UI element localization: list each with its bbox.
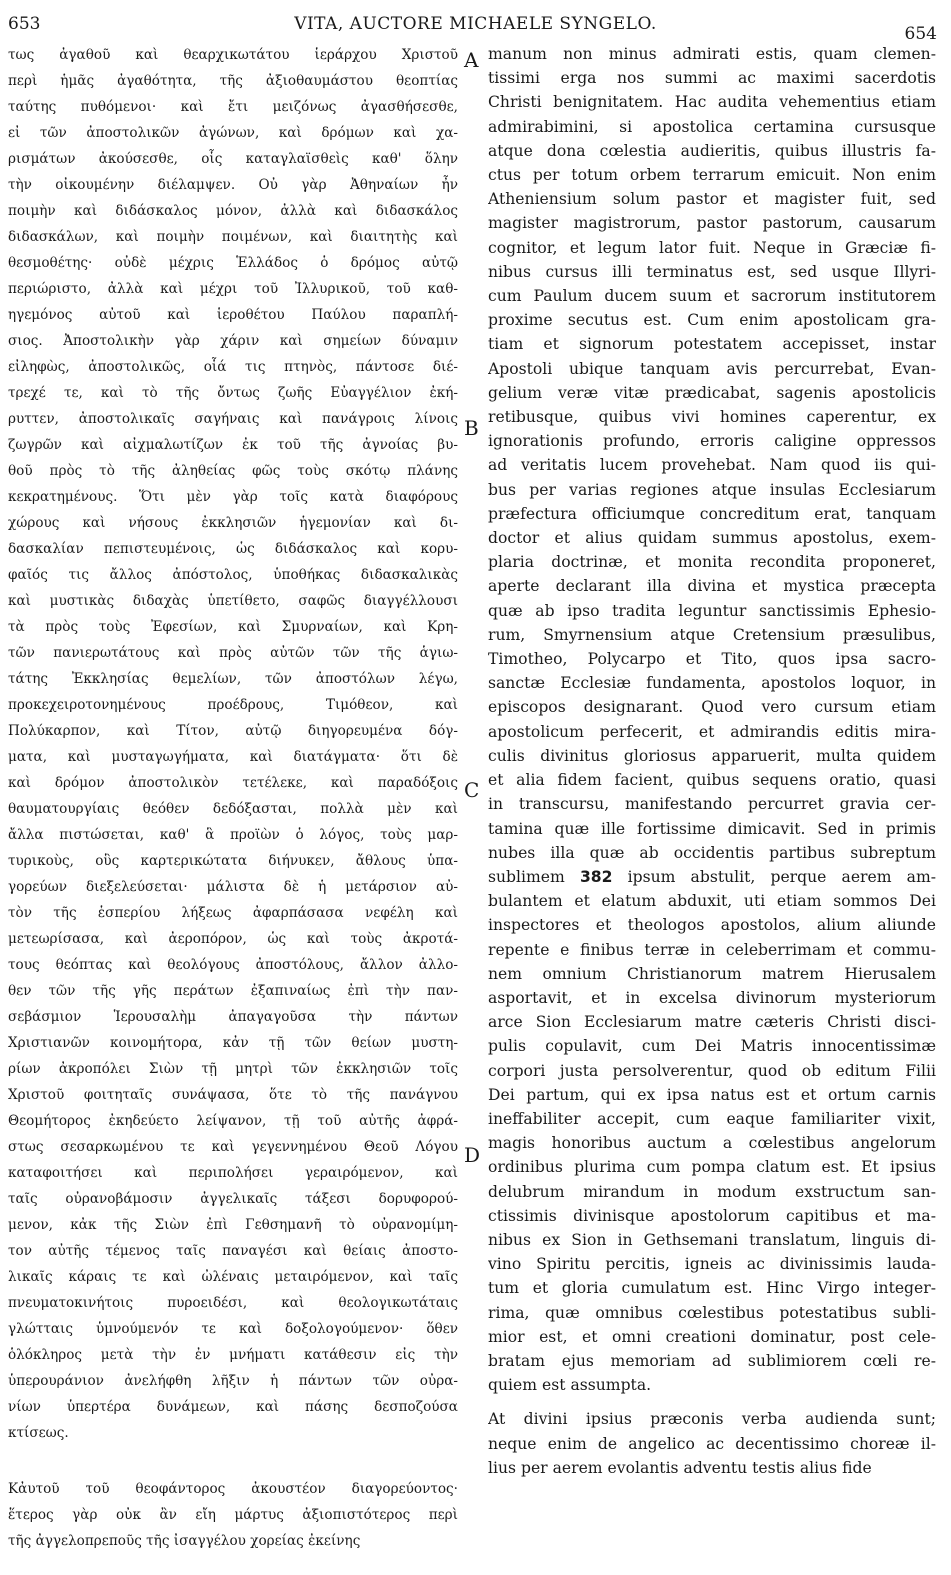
text-line: gelium veræ vitæ prædicabat, sagenis apostolicis (488, 383, 936, 402)
text-line: ρίων ἀκροπόλει Σιὼν τῇ μητρὶ τῶν ἐκκλησιῶν τοῖς (8, 1061, 458, 1077)
text-line: ordinibus plurima cum pompa clatum est. Et ipsius (488, 1158, 936, 1177)
text-line: θαυματουργίαις θεόθεν δεδόξασται, πολλὰ μὲν καὶ (8, 801, 458, 817)
section-marker-a: A (464, 48, 479, 72)
text-line: tamina quæ ille fortissime dimicavit. Sed in primis (488, 819, 936, 838)
right-page-number: 654 (904, 24, 937, 44)
text-line: pulis copulavit, cum Dei Matris innocentissimæ (488, 1037, 936, 1056)
text-line: culis divinitus gloriosus apparuerit, multa quidem (488, 746, 936, 765)
paragraph-gap (8, 1446, 458, 1476)
paragraph (8, 42, 458, 1446)
text-line: manum non minus admirati estis, quam clemen- (488, 45, 936, 63)
section-marker-c: C (464, 778, 480, 802)
text-line: προκεχειροτονημένους προέδρους, Τιμόθεον, καὶ (8, 697, 458, 713)
text-line: ἕτερος γὰρ οὐκ ἂν εἴη μάρτυς ἀξιοπιστότερος περὶ (8, 1507, 458, 1523)
text-line: δασκαλίαν πεπιστευμένοις, ὡς διδάσκαλος καὶ κορυ- (8, 541, 458, 557)
text-line: delubrum mirandum in modum exstructum san- (488, 1182, 936, 1201)
text-line: Christi benignitatem. Hac audita vehementius etiam (488, 93, 936, 112)
text-line: Apostoli ubique tanquam avis percurrebat, Evan- (488, 359, 936, 378)
text-line: εἰ τῶν ἀποστολικῶν ἀγώνων, καὶ δρόμων καὶ χα- (8, 125, 458, 141)
text-line: Dei partum, qui ex ipsa natus est et ortum carnis (488, 1085, 936, 1104)
text-line: apostolicum perfecerit, et admirandis editis mira- (488, 722, 936, 741)
left-page-number: 653 (8, 14, 41, 34)
text-line: τὴν οἰκουμένην διέλαμψεν. Οὐ γὰρ Ἀθηναίων ἦν (8, 177, 458, 193)
text-line: neque enim de angelico ac decentissimo choreæ il- (488, 1434, 936, 1453)
text-line: magis honoribus auctum a cœlestibus angelorum (488, 1134, 936, 1153)
text-line: nem omnium Christianorum matrem Hierusalem (488, 964, 936, 983)
text-line: aperte declarant illa divina et mystica præcepta (488, 577, 936, 596)
text-line: τον αὐτῆς τέμενος ταῖς παναγέσι καὶ θείαις ἀποστο- (8, 1243, 458, 1259)
text-line: σεβάσμιον Ἱερουσαλὴμ ἀπαγαγοῦσα τὴν πάντων (8, 1009, 458, 1025)
text-line: νίων ὑπερτέρα δυνάμεων, καὶ πάσης δεσποζούσα (8, 1399, 458, 1415)
text-line: bratam ejus memoriam ad sublimiorem cœli re- (488, 1351, 936, 1370)
text-line: rima, quæ omnibus cœlestibus potestatibus subli- (488, 1303, 936, 1322)
text-line: ποιμὴν καὶ διδάσκαλος μόνον, ἀλλὰ καὶ διδασκάλος (8, 203, 458, 219)
text-line: plaria doctrinæ, et monita recondita proponeret, (488, 553, 936, 572)
text-line: ρυττεν, ἀποστολικαῖς σαγήναις καὶ πανάγροις λίνοις (8, 411, 458, 427)
text-line: quæ ab ipso tradita leguntur sanctissimis Ephesio- (488, 601, 936, 620)
text-line: ad veritatis lucem provehebat. Nam quod iis qui- (488, 456, 936, 475)
text-line: ματα, καὶ μυσταγωγήματα, καὶ διατάγματα· ὅτι δὲ (8, 749, 458, 765)
text-line: θεν τῶν τῆς γῆς περάτων ἐξαπιναίως ἐπὶ τὴν παν- (8, 983, 458, 999)
text-line: atque dona cœlestia audieritis, quibus illustris fa- (488, 141, 936, 160)
text-line: κεκρατημένους. Ὅτι μὲν γὰρ τοῖς κατὰ διαφόρους (8, 489, 458, 505)
text-line: ineffabiliter accepit, cum eaque familiariter vixit, (488, 1109, 936, 1128)
text-line: sublimem 382 ipsum abstulit, perque aerem am- (488, 867, 936, 886)
text-line: cognitor, et legum lator fuit. Neque in Græciæ fi- (488, 238, 936, 257)
text-line: τρεχέ τε, καὶ τὸ τῆς ὄντως ζωῆς Εὐαγγέλιον ἐκή- (8, 385, 458, 401)
text-line: μενον, κἀκ τῆς Σιὼν ἐπὶ Γεθσημανῆ τὸ οὐρανομίμη- (8, 1217, 458, 1233)
text-line: ταῖς οὐρανοβάμοσιν ἀγγελικαῖς τάξεσι δορυφορού- (8, 1191, 458, 1207)
text-line: episcopos designarant. Quod vero cursum etiam (488, 698, 936, 717)
text-line: πνευματοκινήτοις πυροειδέσι, καὶ θεολογικωτάταις (8, 1295, 458, 1311)
latin-column (488, 42, 936, 1480)
text-line: τῆς ἀγγελοπρεποῦς τῆς ἰσαγγέλου χορείας ἐκείνης (8, 1533, 361, 1549)
text-line: Χριστοῦ φοιτηταῖς συνάψασα, ὅτε τὸ τῆς πανάγνου (8, 1087, 458, 1103)
text-line: στως σεσαρκωμένου τε καὶ γεγεννημένου Θεοῦ Λόγου (8, 1139, 458, 1155)
text-line: μετεωρίσασα, καὶ ἀεροπόρον, ὡς καὶ τοὺς ἀκροτά- (8, 931, 458, 947)
text-line: χώρους καὶ νήσους ἐκκλησιῶν ἡγεμονίαν καὶ δι- (8, 515, 458, 531)
text-line: ταύτης πυθόμενοι· καὶ ἔτι μειζόνως ἀγασθήσεσθε, (8, 99, 458, 115)
text-line: tissimi erga nos summi ac maximi sacerdotis (488, 69, 936, 88)
text-line: nibus ex Sion in Gethsemani translatum, linguis di- (488, 1230, 936, 1249)
paragraph (488, 42, 936, 1397)
text-line: lius per aerem evolantis adventu testis alius fide (488, 1458, 872, 1477)
text-line: vino Spiritu percitis, igneis ac divinissimis lauda- (488, 1255, 936, 1274)
text-line: proxime secutus est. Cum enim apostolicam gra- (488, 311, 936, 330)
text-line: κτίσεως. (8, 1425, 69, 1441)
text-line: σιος. Ἀποστολικὴν γὰρ χάριν καὶ σημείων δύναμιν (8, 333, 458, 349)
text-line: φαῖός τις ἄλλος ἀπόστολος, ὑποθήκας διδασκαλικὰς (8, 567, 458, 583)
text-line: ἄλλα πιστώσεται, καθ' ἃ προϊὼν ὁ λόγος, τοὺς μαρ- (8, 827, 458, 843)
text-line: mior est, et omni creationi dominatur, post cele- (488, 1327, 936, 1346)
text-line: ρισμάτων ἀκούσεσθε, οἷς καταγλαϊσθεὶς καθ' ὅλην (8, 151, 458, 167)
text-line: Χριστιανῶν κοινομήτορα, κἀν τῇ τῶν θείων μυστη- (8, 1035, 458, 1051)
text-line: arce Sion Ecclesiarum matre cæteris Christi disci- (488, 1013, 936, 1032)
text-line: quiem est assumpta. (488, 1376, 652, 1395)
text-line: γορεύων διεξελεύσεται· μάλιστα δὲ ἡ μετάρσιον αὐ- (8, 879, 458, 895)
page-header (0, 10, 951, 44)
text-line: Θεομήτορος ἐκηδεύετο λείψανον, τῇ τοῦ αὐτῆς ἀφρά- (8, 1113, 458, 1129)
text-line: τῶν πανιερωτάτους καὶ πρὸς αὐτῶν τῶν τῆς ἁγιω- (8, 645, 458, 661)
text-line: tum et gloria cumulatum est. Hinc Virgo integer- (488, 1279, 936, 1298)
text-line: retibusque, quibus vivi homines caperentur, ex (488, 408, 936, 427)
text-line: sanctæ Ecclesiæ fundamenta, apostolos loquor, in (488, 674, 936, 693)
text-line: καταφοιτήσει καὶ περιπολήσει γεραιρόμενον, καὶ (8, 1165, 458, 1181)
text-line: ηγεμόνος αὐτοῦ καὶ ἱεροθέτου Παύλου παραπλή- (8, 307, 458, 323)
text-line: At divini ipsius præconis verba audienda sunt; (488, 1410, 936, 1429)
column-number-marker: 382 (579, 867, 613, 886)
text-line: repente e finibus terræ in celeberrimam et commu- (488, 940, 936, 959)
text-line: inspectores et theologos apostolos, alium aliunde (488, 916, 936, 935)
text-line: ὁλόκληρος μετὰ τὴν ἐν μνήματι κατάθεσιν εἰς τὴν (8, 1347, 458, 1363)
text-line: Timotheo, Polycarpo et Tito, quos ipsa sacro- (488, 650, 936, 669)
text-line: corpori justa persolverentur, quod ob editum Filii (488, 1061, 936, 1080)
text-line: τὸν τῆς ἑσπερίου λήξεως ἀφαρπάσασα νεφέλη καὶ (8, 905, 458, 921)
text-line: Πολύκαρπον, καὶ Τίτον, αὐτῷ διηγορευμένα δόγ- (8, 723, 458, 739)
text-line: nubes illa quæ ab occidentis partibus subreptum (488, 843, 936, 862)
text-line: Atheniensium solum pastor et magister fuit, sed (488, 190, 936, 209)
text-line: ζωγρῶν καὶ αἰχμαλωτίζων ἐκ τοῦ τῆς ἀγνοίας βυ- (8, 437, 458, 453)
text-line: ὑπερουράνιον ἀνελήφθη λῆξιν ἡ πάντων τῶν οὐρα- (8, 1373, 458, 1389)
running-title: VITA, AUCTORE MICHAELE SYNGELO. (294, 14, 657, 34)
text-line: doctor et alius quidam summus apostolus, exem- (488, 529, 936, 548)
text-line: τάτης Ἐκκλησίας θεμελίων, τῶν ἀποστόλων λέγω, (8, 671, 458, 687)
text-line: præfectura officiumque concreditum erat, tanquam (488, 504, 936, 523)
text-line: nibus cursus illi terminatus est, sed usque Illyri- (488, 262, 936, 281)
text-line: ctus per totum orbem terrarum emicuit. Non enim (488, 166, 936, 185)
greek-column (8, 42, 458, 1554)
text-line: bus per varias regiones atque insulas Ecclesiarum (488, 480, 936, 499)
text-line: εἰληφὼς, ἀποστολικῶς, οἷά τις πτηνὸς, πάντοσε διέ- (8, 359, 458, 375)
text-line: διδασκάλων, καὶ ποιμὴν ποιμένων, καὶ διαιτητὴς καὶ (8, 229, 458, 245)
text-line: καὶ δρόμον ἀποστολικὸν τετέλεκε, καὶ παραδόξοις (8, 775, 458, 791)
paragraph-gap (488, 1397, 936, 1407)
text-line: τὰ πρὸς τοὺς Ἐφεσίων, καὶ Σμυρναίων, καὶ Κρη- (8, 619, 458, 635)
text-line: θοῦ πρὸς τὸ τῆς ἀληθείας φῶς τοὺς σκότῳ πλάνης (8, 463, 458, 479)
text-line: tiam et signorum potestatem accepisset, instar (488, 335, 936, 354)
text-line: bulantem et elatum abduxit, uti etiam sommos Dei (488, 892, 936, 911)
text-line: καὶ μυστικὰς διδαχὰς ὑπετίθετο, σαφῶς διαγγέλλουσι (8, 593, 458, 609)
paragraph (488, 1407, 936, 1480)
text-line: ctissimis divinisque apostolorum capitibus et ma- (488, 1206, 936, 1225)
text-line: τυρικοὺς, οὓς καρτερικώτατα διήνυκεν, ἄθλους ὑπα- (8, 853, 458, 869)
section-marker-b: B (464, 416, 479, 440)
text-line: rum, Smyrnensium atque Cretensium præsulibus, (488, 625, 936, 644)
text-line: περὶ ἡμᾶς ἀγαθότητα, τῆς ἀξιοθαυμάστου θεοπτίας (8, 73, 458, 89)
text-line: λικαῖς κάραις τε καὶ ὠλέναις μεταιρόμενον, καὶ ταῖς (8, 1269, 458, 1285)
text-line: θεσμοθέτης· οὐδὲ μέχρις Ἑλλάδος ὁ δρόμος αὐτῷ (8, 255, 458, 271)
text-line: in transcursu, manifestando percurret gravia cer- (488, 795, 936, 814)
text-line: cum Paulum ducem suum et sacrorum institutorem (488, 287, 936, 306)
text-line: et alia fidem facient, quibus sequens oratio, quasi (488, 771, 936, 790)
paragraph (8, 1476, 458, 1554)
text-line: Κἀυτοῦ τοῦ θεοφάντορος ἀκουστέον διαγορεύοντος· (8, 1481, 458, 1497)
text-line: τους θεόπτας καὶ θεολόγους ἀποστόλους, ἄλλον ἀλλο- (8, 957, 458, 973)
section-marker-d: D (464, 1143, 481, 1167)
text-line: τως ἀγαθοῦ καὶ θεαρχικωτάτου ἱεράρχου Χριστοῦ (8, 47, 458, 63)
text-line: περιώριστο, ἀλλὰ καὶ μέχρι τοῦ Ἰλλυρικοῦ, τοῦ καθ- (8, 281, 458, 297)
text-line: admirabimini, si apostolica certamina cursusque (488, 117, 936, 136)
text-line: asportavit, et in excelsa divinorum mysteriorum (488, 988, 936, 1007)
text-line: γλώτταις ὑμνούμενόν τε καὶ δοξολογούμενον· ὅθεν (8, 1321, 458, 1337)
text-line: magister magistrorum, pastor pastorum, causarum (488, 214, 936, 233)
text-line: ignorationis profundo, erroris caligine oppressos (488, 432, 936, 451)
